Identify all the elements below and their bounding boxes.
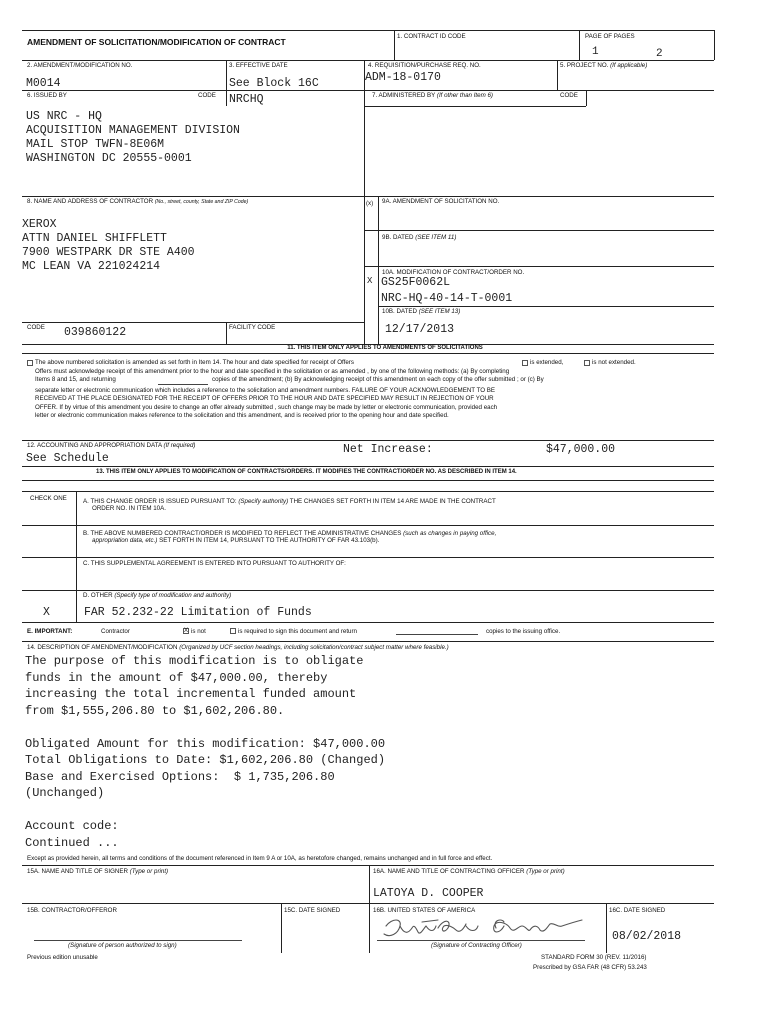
issued-by-code: NRCHQ [229, 93, 264, 106]
description-line-9: (Unchanged) [25, 786, 105, 800]
amendment-no-value: M0014 [26, 77, 61, 90]
solicitation-dated-label: 9B. DATED (SEE ITEM 11) [382, 234, 457, 241]
contractor-code-label: CODE [27, 324, 45, 331]
description-line-1: The purpose of this modification is to obligate [25, 654, 364, 668]
description-line-11: Account code: [25, 819, 119, 833]
item13b-line-2: appropriation data, etc.) SET FORTH IN ITEM 14, PURSUANT TO THE AUTHORITY OF FAR 43.103(b). [92, 537, 380, 544]
facility-code-label: FACILITY CODE [229, 324, 276, 331]
item13a-line-1: A. THIS CHANGE ORDER IS ISSUED PURSUANT TO: (Specify authority) THE CHANGES SET FORTH IN ITEM 14 ARE MADE IN THE CONTRACT [83, 498, 496, 505]
accounting-data-label: 12. ACCOUNTING AND APPROPRIATION DATA (If required) [27, 442, 196, 449]
unchanged-terms-note: Except as provided herein, all terms and conditions of the document referenced in Item 9 A or 10A, as heretofore changed, remains unchanged and in full force and effect. [27, 855, 493, 862]
description-label: 14. DESCRIPTION OF AMENDMENT/MODIFICATION (Organized by UCF section headings, including solicitation/contract subject matter where feasible.) [27, 644, 449, 651]
officer-name-value: LATOYA D. COOPER [373, 887, 484, 900]
description-line-6: Obligated Amount for this modification: $47,000.00 [25, 736, 386, 751]
description-line-7: Total Obligations to Date: $1,602,206.80 (Changed) [25, 753, 386, 767]
item11-line-3b: copies of the amendment; (b) By acknowledging receipt of this amendment on each copy of the offer submitted ; or (c) By [212, 376, 544, 383]
modification-dated-value: 12/17/2013 [385, 323, 455, 336]
not-extended-label: is not extended. [592, 359, 636, 366]
copies-label: copies to the issuing office. [486, 628, 561, 635]
description-line-8: Base and Exercised Options: $ 1,735,206.80 [25, 769, 335, 784]
item11-check-box[interactable] [27, 360, 33, 366]
modification-dated-label: 10B. DATED (SEE ITEM 13) [382, 308, 461, 315]
form-title: AMENDMENT OF SOLICITATION/MODIFICATION OF CONTRACT [27, 37, 286, 47]
effective-date-label: 3. EFFECTIVE DATE [229, 62, 288, 69]
issuer-line-2: ACQUISITION MANAGEMENT DIVISION [26, 124, 240, 137]
contractor-signature-caption: (Signature of person authorized to sign) [68, 942, 177, 949]
item13d-x-mark: X [43, 606, 50, 619]
issued-by-label: 6. ISSUED BY [27, 92, 67, 99]
issuer-line-4: WASHINGTON DC 20555-0001 [26, 152, 192, 165]
solicitation-no-label: 9A. AMENDMENT OF SOLICITATION NO. [382, 198, 500, 205]
contractor-label: 8. NAME AND ADDRESS OF CONTRACTOR (No., street, county, State and ZIP Code) [27, 198, 249, 205]
description-line-12: Continued ... [25, 835, 119, 850]
modification-no-label: 10A. MODIFICATION OF CONTRACT/ORDER NO. [382, 269, 525, 276]
net-increase-value: $47,000.00 [546, 443, 616, 456]
prescribed-by-label: Prescribed by GSA FAR (48 CFR) 53.243 [533, 964, 647, 971]
officer-signature-caption: (Signature of Contracting Officer) [431, 942, 522, 949]
item11-line-1: The above numbered solicitation is amended as set forth in Item 14. The hour and date specified for receipt of Offers [35, 359, 354, 366]
accounting-data-value: See Schedule [26, 452, 109, 465]
item11-line-2: Offers must acknowledge receipt of this amendment prior to the hour and date specified in the solicitation or as amended , by one of the following methods: (a) By completing [35, 368, 510, 375]
requisition-no-label: 4. REQUISITION/PURCHASE REQ. NO. [368, 62, 481, 69]
extended-check-box[interactable] [522, 360, 528, 366]
effective-date-value: See Block 16C [229, 77, 319, 90]
contractor-code-value: 039860122 [64, 326, 127, 339]
page-total: 2 [656, 48, 663, 60]
modification-x-mark: X [367, 276, 373, 286]
contractor-line-3: 7900 WESTPARK DR STE A400 [22, 246, 195, 259]
modification-no-line-2: NRC-HQ-40-14-T-0001 [381, 292, 513, 305]
important-label: E. IMPORTANT: [27, 628, 73, 635]
previous-edition-note: Previous edition unusable [27, 954, 98, 961]
item13-header: 13. THIS ITEM ONLY APPLIES TO MODIFICATION OF CONTRACTS/ORDERS. IT MODIFIES THE CONTRACT/ORDER NO. AS DESCRIBED IN ITEM 14. [96, 469, 517, 475]
issuer-line-3: MAIL STOP TWFN-8E06M [26, 138, 165, 151]
is-not-label: is not [191, 628, 206, 635]
page-current: 1 [592, 46, 599, 58]
item11-header: 11. THIS ITEM ONLY APPLIES TO AMENDMENTS OF SOLICITATIONS [287, 345, 483, 351]
issuer-line-1: US NRC - HQ [26, 110, 102, 123]
issued-by-code-label: CODE [198, 92, 216, 99]
is-required-check-box[interactable] [230, 628, 236, 634]
item13d-label: D. OTHER (Specify type of modification and authority) [83, 592, 232, 599]
contractor-date-label: 15C. DATE SIGNED [284, 907, 341, 914]
item13c-label: C. THIS SUPPLEMENTAL AGREEMENT IS ENTERED INTO PURSUANT TO AUTHORITY OF: [83, 560, 346, 567]
important-contractor: Contractor [101, 628, 130, 635]
requisition-no-value: ADM-18-0170 [365, 71, 441, 84]
is-required-label: is required to sign this document and return [238, 628, 358, 635]
item11-line-4: separate letter or electronic communication which includes a reference to the solicitation and amendment numbers. FAILURE OF YOUR ACKNOWLEDGEMENT TO BE [35, 387, 496, 394]
item11-line-6: OFFER. If by virtue of this amendment you desire to change an offer already submitted , such change may be made by letter or electronic communication, provided each [35, 404, 498, 411]
item13a-line-2: ORDER NO. IN ITEM 10A. [92, 505, 166, 512]
check-one-label: CHECK ONE [30, 495, 67, 502]
contractor-line-4: MC LEAN VA 221024214 [22, 260, 161, 273]
item11-line-3a: Items 8 and 15, and returning [35, 376, 116, 383]
not-extended-check-box[interactable] [584, 360, 590, 366]
item11-line-7: letter or electronic communication makes reference to the solicitation and this amendment, and is received prior to the opening hour and date specified. [35, 412, 449, 419]
signer-name-label: 15A. NAME AND TITLE OF SIGNER (Type or print) [27, 868, 169, 875]
contractor-line-1: XEROX [22, 218, 57, 231]
standard-form-label: STANDARD FORM 30 (REV. 11/2016) [541, 954, 647, 961]
description-line-3: increasing the total incremental funded amount [25, 687, 357, 701]
officer-name-label: 16A. NAME AND TITLE OF CONTRACTING OFFICER (Type or print) [373, 868, 565, 875]
administered-by-code-label: CODE [560, 92, 578, 99]
item13b-line-1: B. THE ABOVE NUMBERED CONTRACT/ORDER IS MODIFIED TO REFLECT THE ADMINISTRATIVE CHANGES (such as changes in paying office, [83, 530, 497, 537]
description-line-4: from $1,555,206.80 to $1,602,206.80. [25, 703, 285, 718]
amendment-no-label: 2. AMENDMENT/MODIFICATION NO. [27, 62, 133, 69]
description-line-2: funds in the amount of $47,000.00, thereby [25, 670, 328, 685]
x-column-label: (x) [366, 200, 374, 207]
administered-by-label: 7. ADMINISTERED BY (If other than Item 6) [372, 92, 493, 99]
contract-id-label: 1. CONTRACT ID CODE [397, 33, 466, 40]
item13d-authority: FAR 52.232-22 Limitation of Funds [84, 606, 312, 619]
net-increase-label: Net Increase: [343, 443, 433, 456]
project-no-label: 5. PROJECT NO. (If applicable) [560, 62, 648, 69]
item11-line-5: RECEIVED AT THE PLACE DESIGNATED FOR THE RECEIPT OF OFFERS PRIOR TO THE HOUR AND DATE SPECIFIED MAY RESULT IN REJECTION OF YOUR [35, 395, 494, 402]
contractor-offeror-label: 15B. CONTRACTOR/OFFEROR [27, 907, 117, 914]
officer-date-value: 08/02/2018 [612, 930, 682, 943]
modification-no-line-1: GS25F0062L [381, 276, 451, 289]
officer-date-label: 16C. DATE SIGNED [609, 907, 666, 914]
usa-label: 16B. UNITED STATES OF AMERICA [373, 907, 476, 914]
contractor-line-2: ATTN DANIEL SHIFFLETT [22, 232, 167, 245]
is-not-check-box[interactable]: X [184, 628, 189, 634]
extended-label: is extended, [530, 359, 564, 366]
page-of-pages-label: PAGE OF PAGES [585, 33, 635, 40]
